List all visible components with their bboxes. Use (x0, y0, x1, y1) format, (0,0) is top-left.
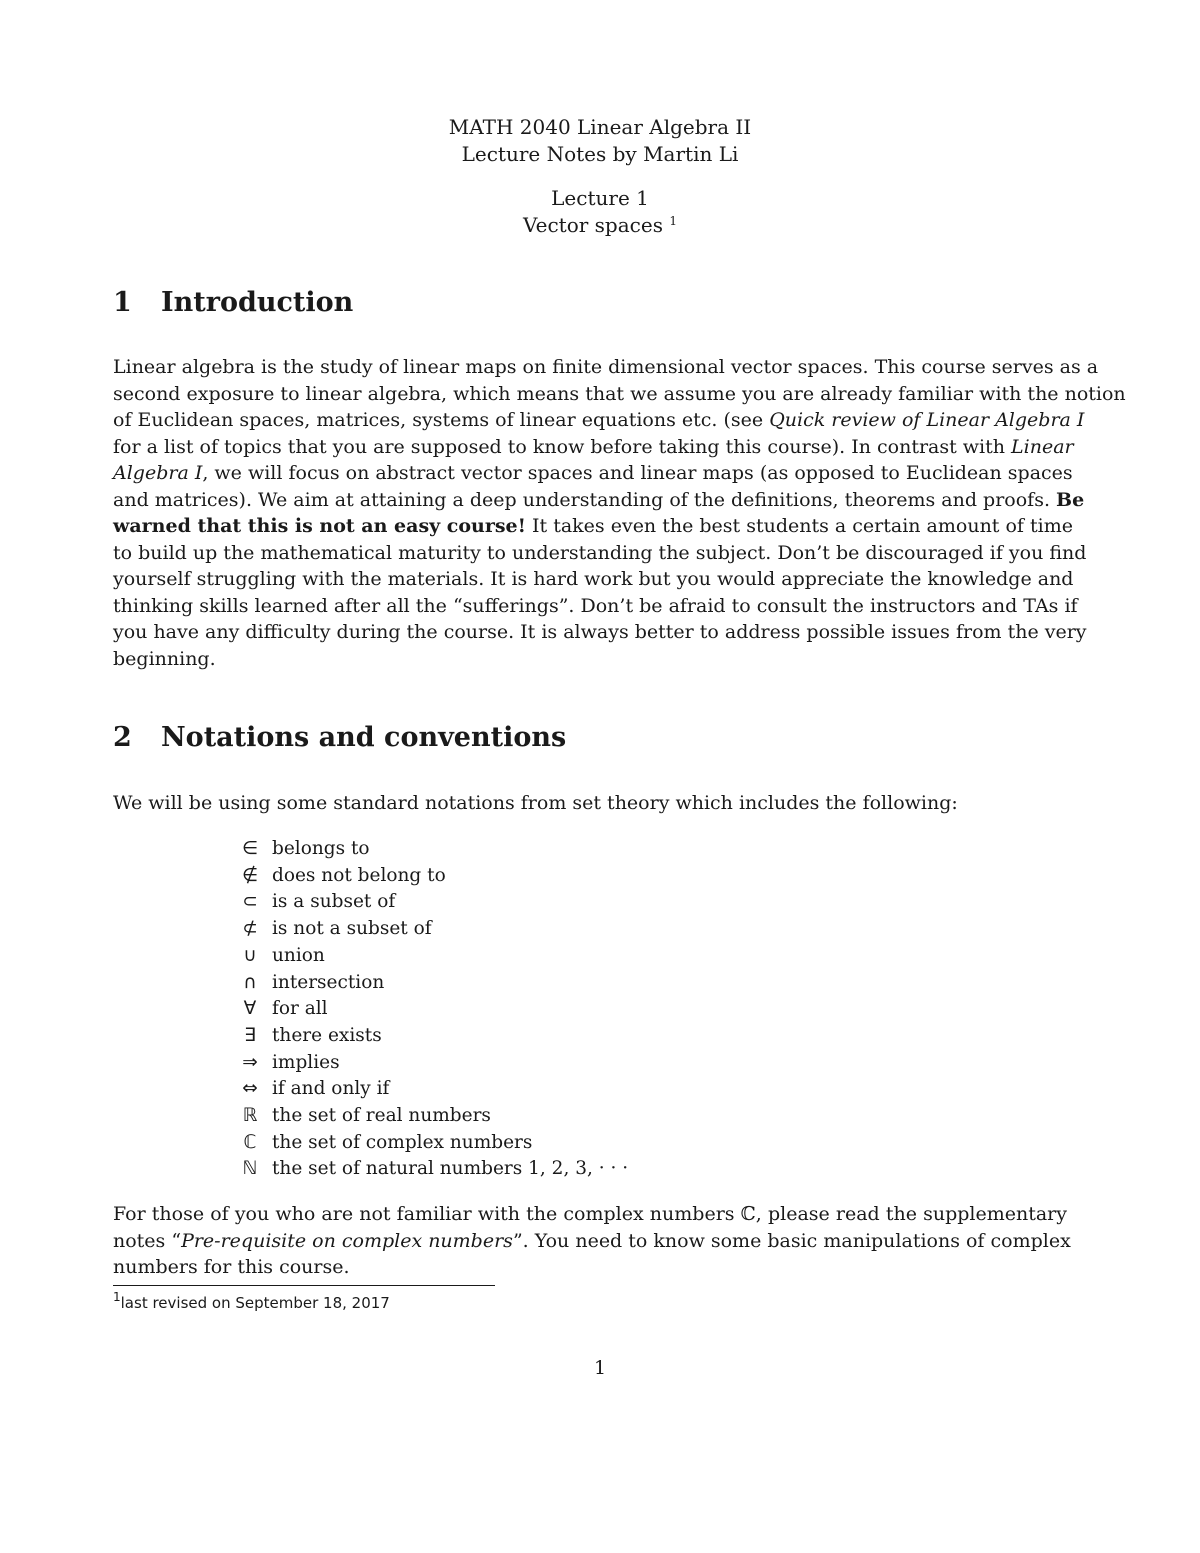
lecture-number: Lecture 1 (551, 186, 649, 210)
reals-icon: ℝ (242, 1105, 258, 1126)
notation-row (228, 970, 384, 997)
reference-title: Linear (1011, 435, 1074, 458)
paragraph-line: for a list of topics that you are supposed to know before taking this course). In contrast with Linear (113, 435, 1074, 458)
notation-row (228, 836, 370, 863)
footnote-mark: 1 (113, 1290, 121, 1304)
warning-text: Be (1056, 488, 1085, 511)
section-number: 2 (113, 722, 132, 753)
paragraph-line: to build up the mathematical maturity to understanding the subject. Don’t be discouraged if you find (113, 541, 1087, 564)
complex-numbers-paragraph (113, 1201, 1071, 1281)
footnote-text: last revised on September 18, 2017 (120, 1294, 390, 1312)
notation-meaning: is not a subset of (272, 918, 432, 939)
notation-meaning: the set of real numbers (272, 1105, 491, 1126)
not-subset-icon: ⊄ (242, 918, 258, 939)
footnote (113, 1290, 390, 1313)
author-line: Lecture Notes by Martin Li (461, 142, 739, 166)
notation-meaning: the set of complex numbers (272, 1132, 533, 1153)
notation-meaning: is a subset of (272, 891, 396, 912)
union-icon: ∪ (243, 945, 257, 966)
paragraph-line: Algebra I, we will focus on abstract vector spaces and linear maps (as opposed to Euclidean spaces (113, 462, 1073, 484)
notation-row (228, 1023, 382, 1050)
footnote-reference[interactable]: 1 (669, 214, 677, 228)
paragraph-line: you have any difficulty during the course. It is always better to address possible issues from the very (113, 621, 1087, 643)
notation-row (228, 889, 395, 916)
paragraph-line: numbers for this course. (113, 1256, 350, 1278)
notation-meaning: the set of natural numbers 1, 2, 3, · · · (272, 1158, 629, 1179)
iff-icon: ⇔ (242, 1078, 258, 1099)
warning-text: warned that this is not an easy course! (113, 515, 526, 537)
subset-icon: ⊂ (242, 891, 258, 912)
section-heading-introduction (113, 286, 353, 320)
notation-row (228, 1130, 532, 1157)
section-title: Introduction (161, 287, 354, 318)
paragraph-line: and matrices). We aim at attaining a deep understanding of the definitions, theorems and proofs. Be (113, 488, 1085, 511)
reference-title: Quick review of Linear Algebra I (769, 409, 1085, 431)
section-number: 1 (113, 287, 132, 318)
notations-intro: We will be using some standard notations from set theory which includes the following: (113, 792, 958, 814)
exists-icon: ∃ (244, 1025, 256, 1046)
notation-row (228, 863, 446, 890)
lecture-topic-text: Vector spaces (523, 213, 663, 237)
notation-row (228, 1156, 628, 1183)
notation-row (228, 1103, 491, 1130)
reference-title: Algebra I (113, 462, 203, 484)
notation-meaning: implies (272, 1052, 340, 1073)
paragraph-line: For those of you who are not familiar with the complex numbers ℂ, please read the supplementary (113, 1203, 1067, 1225)
paragraph-line: warned that this is not an easy course! It takes even the best students a certain amount of time (113, 515, 1073, 537)
naturals-icon: ℕ (242, 1158, 258, 1179)
section-heading-notations (113, 721, 566, 755)
paragraph-line: Linear algebra is the study of linear maps on finite dimensional vector spaces. This course serves as a (113, 356, 1099, 378)
paragraph-line: notes “Pre-requisite on complex numbers”. You need to know some basic manipulations of complex (113, 1229, 1071, 1252)
for-all-icon: ∀ (243, 998, 257, 1019)
notation-row (228, 996, 328, 1023)
notation-meaning: there exists (272, 1025, 382, 1046)
lecture-topic (0, 212, 1200, 238)
notation-meaning: belongs to (272, 838, 370, 859)
page-number: 1 (593, 1357, 607, 1379)
section-title: Notations and conventions (161, 722, 567, 753)
notation-meaning: does not belong to (272, 865, 446, 886)
element-of-icon: ∈ (241, 838, 259, 859)
paragraph-line: yourself struggling with the materials. It is hard work but you would appreciate the knowledge and (113, 568, 1074, 590)
implies-icon: ⇒ (242, 1052, 258, 1073)
complex-icon: ℂ (243, 1132, 257, 1153)
notation-meaning: union (272, 945, 325, 966)
supplementary-notes-link: Pre-requisite on complex numbers (181, 1229, 513, 1252)
footnote-divider (113, 1285, 495, 1286)
paragraph-line: of Euclidean spaces, matrices, systems of linear equations etc. (see Quick review of Linear Algebra I (113, 409, 1085, 431)
notation-meaning: for all (272, 998, 328, 1019)
paragraph-line: beginning. (113, 647, 216, 670)
notation-meaning: intersection (272, 972, 385, 993)
not-element-of-icon: ∉ (241, 865, 259, 886)
intersection-icon: ∩ (243, 972, 257, 993)
introduction-paragraph (113, 354, 1126, 672)
paragraph-line: second exposure to linear algebra, which means that we assume you are already familiar with the notion (113, 382, 1126, 405)
notation-row (228, 916, 432, 943)
notation-row (228, 1050, 340, 1077)
notation-row (228, 1076, 389, 1103)
course-title: MATH 2040 Linear Algebra II (448, 115, 752, 139)
notation-meaning: if and only if (272, 1078, 390, 1099)
notation-row (228, 943, 325, 970)
paragraph-line: thinking skills learned after all the “sufferings”. Don’t be afraid to consult the instructors and TAs if (113, 594, 1078, 617)
